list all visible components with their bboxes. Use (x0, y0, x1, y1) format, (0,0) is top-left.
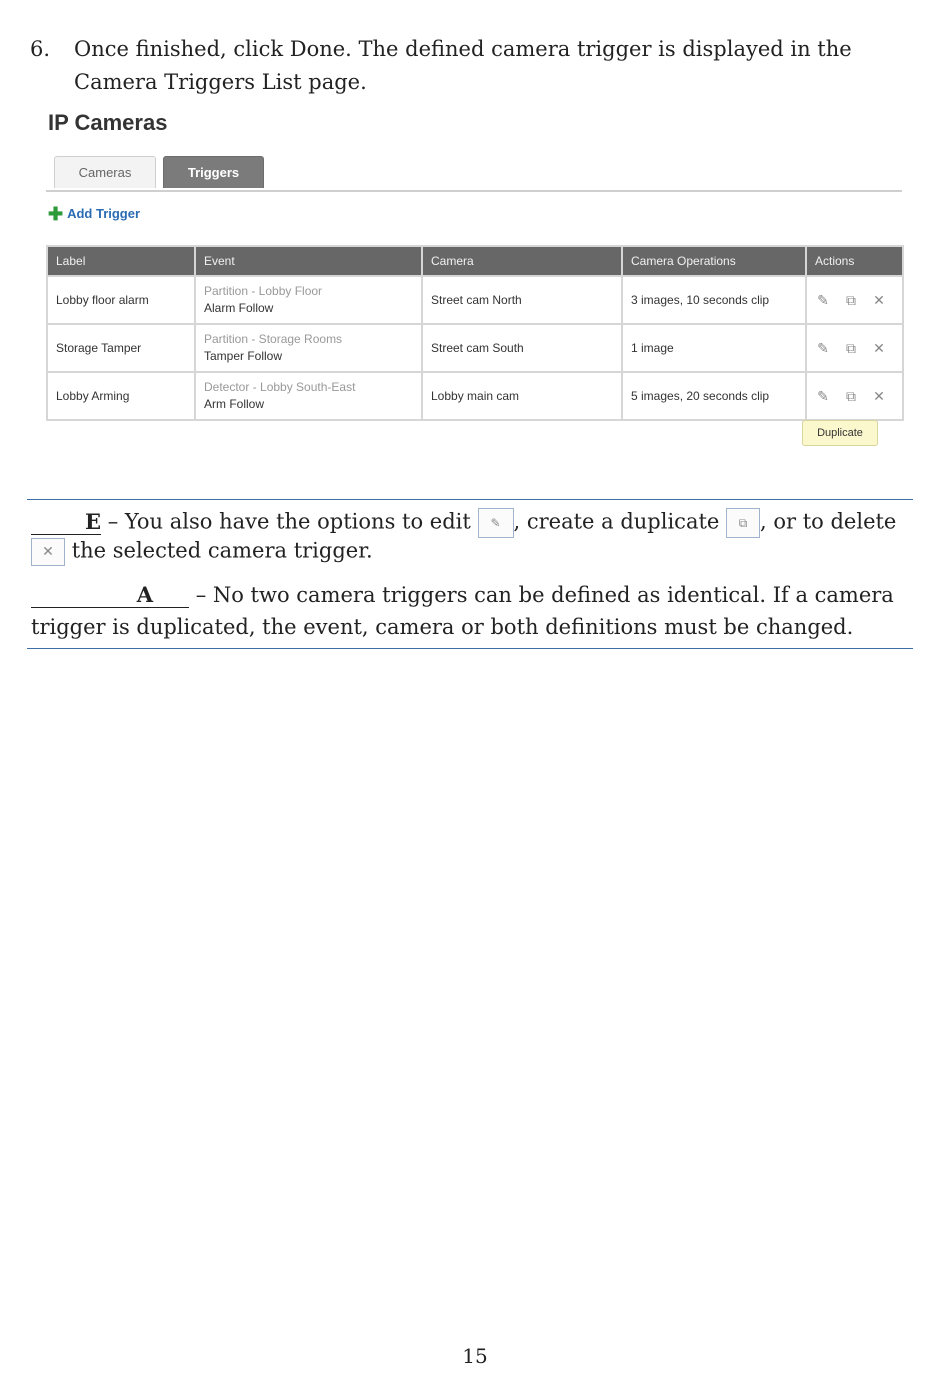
add-trigger-label: Add Trigger (67, 206, 141, 221)
step-number: 6. (30, 37, 51, 61)
cell-operations: 3 images, 10 seconds clip (622, 276, 806, 324)
cell-event (195, 324, 422, 372)
step-text-line2: Camera Triggers List page. (74, 70, 367, 94)
cell-label: Lobby floor alarm (47, 276, 195, 324)
delete-icon[interactable]: ✕ (873, 387, 885, 404)
triggers-table (46, 245, 904, 421)
event-action: Alarm Follow (204, 301, 274, 315)
answer-blank-e: E (31, 509, 101, 535)
step-instruction (30, 33, 910, 99)
note1-text-b: , create a duplicate (513, 509, 720, 534)
tab-bar (46, 156, 902, 192)
event-action: Tamper Follow (204, 349, 283, 363)
note-line-2 (31, 538, 373, 566)
note-line-1 (31, 508, 896, 538)
event-source: Partition - Lobby Floor (204, 284, 323, 298)
cell-camera: Lobby main cam (422, 372, 622, 420)
cell-event (195, 276, 422, 324)
edit-icon[interactable]: ✎ (817, 339, 829, 356)
duplicate-icon: ⧉ (726, 508, 760, 538)
plus-icon: ✚ (48, 204, 64, 224)
cell-actions (806, 276, 903, 324)
cell-actions (806, 372, 903, 420)
tab-cameras[interactable]: Cameras (54, 156, 156, 188)
tab-triggers[interactable]: Triggers (163, 156, 264, 188)
duplicate-icon[interactable]: ⧉ (846, 291, 856, 308)
column-header-camera[interactable]: Camera (422, 246, 622, 276)
step-text-line1: Once finished, click Done. The defined camera trigger is displayed in the (74, 37, 852, 61)
cell-camera: Street cam South (422, 324, 622, 372)
edit-icon: ✎ (478, 508, 514, 538)
column-header-camera-operations[interactable]: Camera Operations (622, 246, 806, 276)
event-source: Detector - Lobby South-East (204, 380, 356, 394)
column-header-actions: Actions (806, 246, 903, 276)
cell-camera: Street cam North (422, 276, 622, 324)
note1-text-d: the selected camera trigger. (71, 538, 373, 563)
column-header-event[interactable]: Event (195, 246, 422, 276)
cell-label: Lobby Arming (47, 372, 195, 420)
ip-cameras-screenshot (46, 108, 902, 448)
edit-icon[interactable]: ✎ (817, 387, 829, 404)
notes-box (27, 499, 913, 649)
note2-text-a: – No two camera triggers can be defined as identical. If a camera (195, 583, 894, 607)
note1-text-a: – You also have the options to edit (107, 509, 471, 534)
cell-event (195, 372, 422, 420)
edit-icon[interactable]: ✎ (817, 291, 829, 308)
table-row[interactable] (47, 372, 903, 420)
table-row[interactable] (47, 324, 903, 372)
answer-letter-a: A (136, 582, 153, 607)
event-source: Partition - Storage Rooms (204, 332, 343, 346)
note-line-3 (31, 582, 894, 608)
note-line-4: trigger is duplicated, the event, camera or both definitions must be changed. (31, 615, 854, 639)
table-header-row (47, 246, 903, 276)
cell-operations: 1 image (622, 324, 806, 372)
cell-operations: 5 images, 20 seconds clip (622, 372, 806, 420)
table-row[interactable] (47, 276, 903, 324)
column-header-label[interactable]: Label (47, 246, 195, 276)
delete-icon[interactable]: ✕ (873, 339, 885, 356)
duplicate-icon[interactable]: ⧉ (846, 387, 856, 404)
page-title: IP Cameras (48, 110, 168, 135)
event-action: Arm Follow (204, 397, 265, 411)
cell-actions (806, 324, 903, 372)
delete-icon[interactable]: ✕ (873, 291, 885, 308)
cell-label: Storage Tamper (47, 324, 195, 372)
answer-blank-a (31, 582, 189, 608)
add-trigger-link[interactable] (48, 204, 140, 225)
duplicate-tooltip: Duplicate (802, 420, 878, 446)
duplicate-icon[interactable]: ⧉ (846, 339, 856, 356)
page-number: 15 (462, 1344, 488, 1368)
note1-text-c: , or to delete (760, 509, 897, 534)
delete-icon: ✕ (31, 538, 65, 566)
